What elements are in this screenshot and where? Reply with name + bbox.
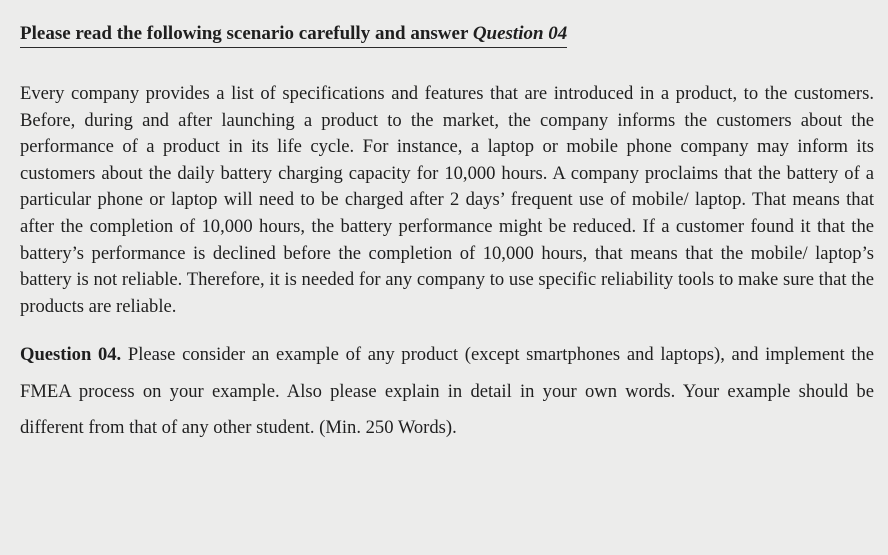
question-paragraph <box>20 337 874 446</box>
scenario-paragraph: Every company provides a list of specifications and features that are introduced in a product, to the customers. Before, during and after launching a product to the market, the company informs the customers about the performance of a product in its life cycle. For instance, a laptop or mobile phone company may inform its customers about the daily battery charging capacity for 10,000 hours. A company proclaims that the battery of a particular phone or laptop will need to be charged after 2 days’ frequent use of mobile/ laptop. That means that after the completion of 10,000 hours, the battery performance might be reduced. If a customer found it that the battery’s performance is declined before the completion of 10,000 hours, that means that the mobile/ laptop’s battery is not reliable. Therefore, it is needed for any company to use specific reliability tools to make sure that the products are reliable. <box>20 83 874 317</box>
instruction-heading-text: Please read the following scenario carefully and answer <box>20 23 473 44</box>
instruction-heading <box>20 22 567 48</box>
question-label: Question 04. <box>20 344 122 366</box>
question-text: Please consider an example of any product (except smartphones and laptops), and implement the FMEA process on your example. Also please explain in detail in your own words. Your example should be different from that of any other student. (Min. 250 Words). <box>20 344 874 439</box>
instruction-heading-question-ref: Question 04 <box>472 23 568 44</box>
